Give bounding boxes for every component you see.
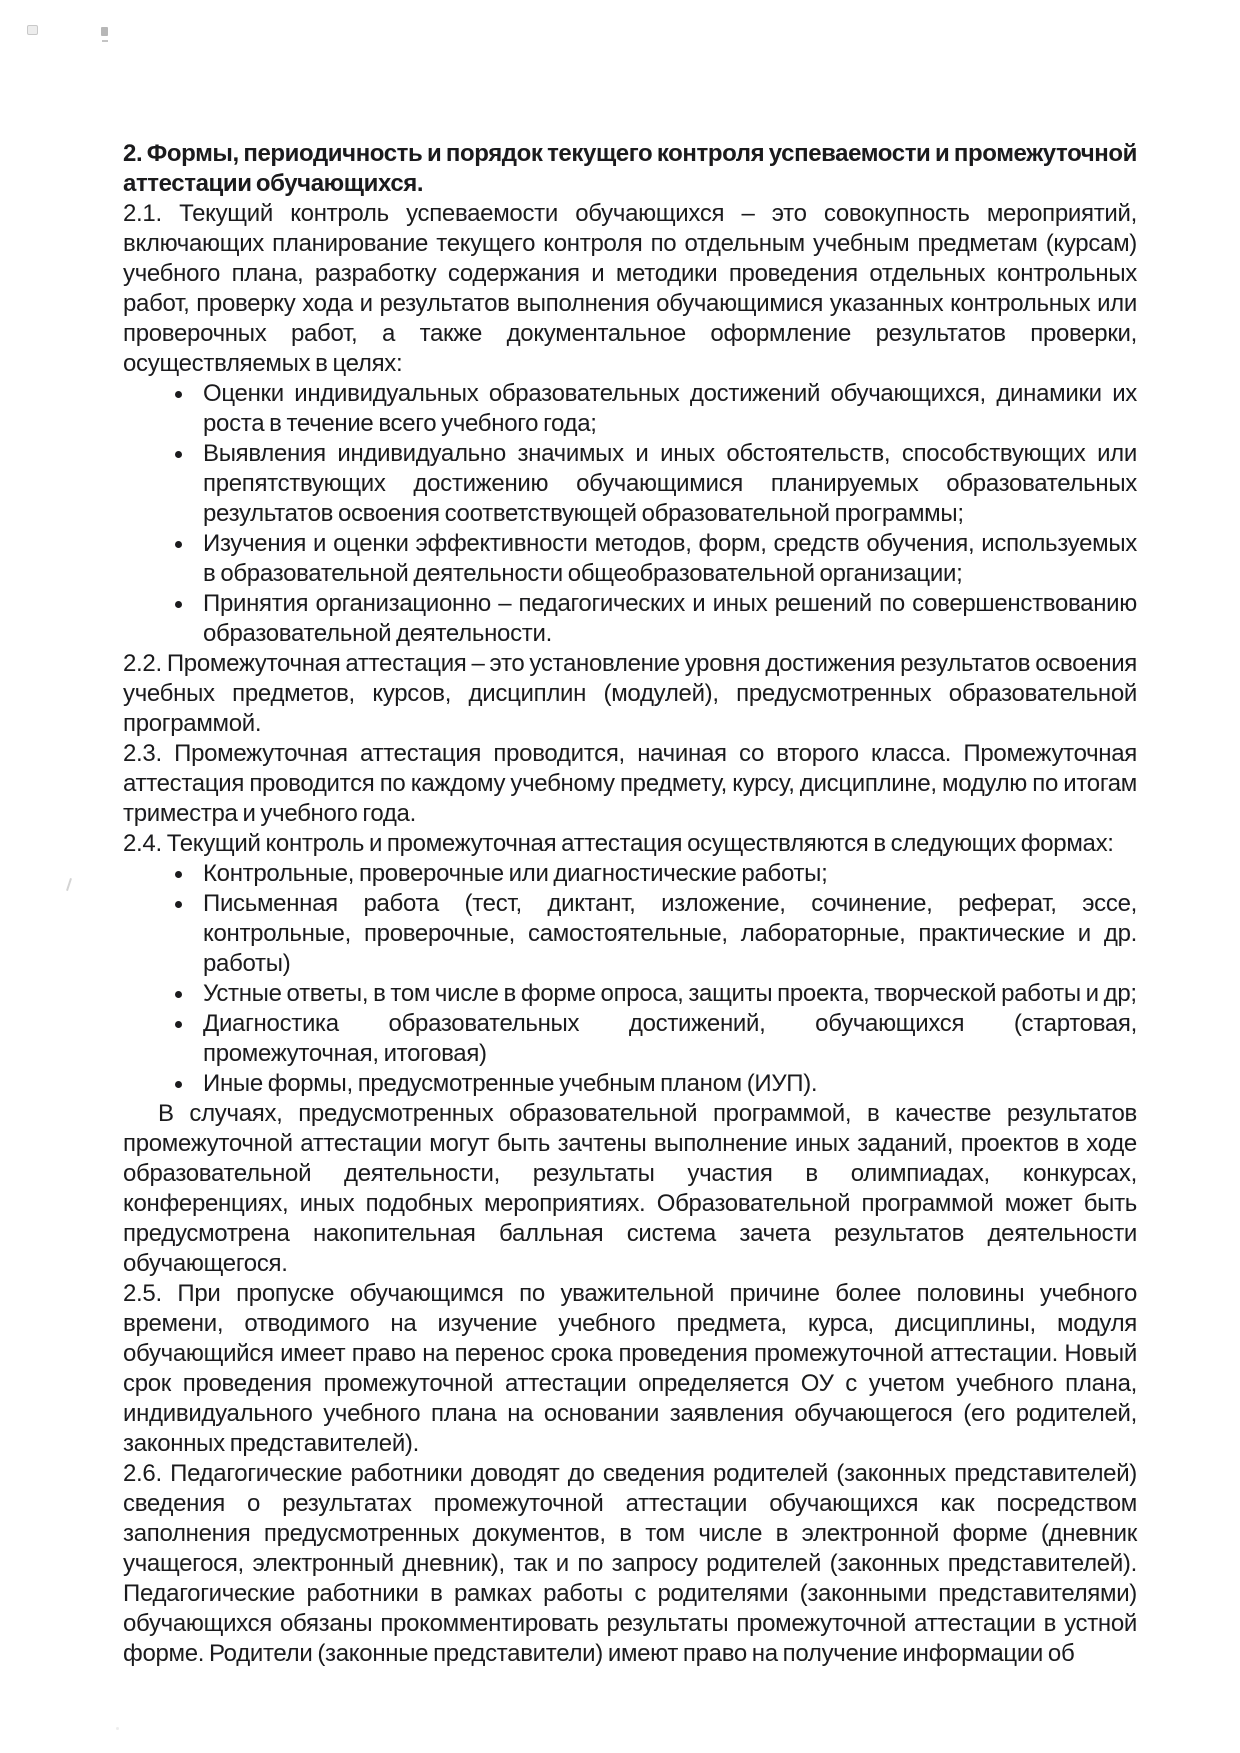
paragraph-2-5: 2.5. При пропуске обучающимся по уважительной причине более половины учебного времени, отводимого на изучение учебного предмета, курса, дисциплины, модуля обучающийся имеет право на перенос срока проведения промежуточной аттестации. Новый срок проведения промежуточной аттестации определяется ОУ с учетом учебного плана, индивидуального учебного плана на основании заявления обучающегося (его родителей, законных представителей). <box>123 1280 1137 1457</box>
goal-item-2: Выявления индивидуально значимых и иных обстоятельств, способствующих или препятствующих достижению обучающимися планируемых образовательных результатов освоения соответствующей образовательной программы; <box>123 439 1137 529</box>
form-item-1: Контрольные, проверочные или диагностические работы; <box>123 859 1137 889</box>
form-item-3: Устные ответы, в том числе в форме опроса, защиты проекта, творческой работы и др; <box>123 979 1137 1009</box>
scan-artifact-pencil-dot <box>102 40 108 42</box>
goal-item-3: Изучения и оценки эффективности методов, форм, средств обучения, используемых в образовательной деятельности общеобразовательной организации; <box>123 529 1137 589</box>
document-text-block <box>123 139 1137 1669</box>
scan-artifact-left-margin <box>66 878 72 891</box>
goal-item-4: Принятия организационно – педагогических и иных решений по совершенствованию образовательной деятельности. <box>123 589 1137 649</box>
form-item-4: Диагностика образовательных достижений, обучающихся (стартовая, промежуточная, итоговая) <box>123 1009 1137 1069</box>
scan-artifact-top-left <box>27 25 38 35</box>
form-item-5: Иные формы, предусмотренные учебным планом (ИУП). <box>123 1069 1137 1099</box>
paragraph-2-2: 2.2. Промежуточная аттестация – это установление уровня достижения результатов освоения учебных предметов, курсов, дисциплин (модулей), предусмотренных образовательной программой. <box>123 650 1137 737</box>
goal-item-1: Оценки индивидуальных образовательных достижений обучающихся, динамики их роста в течение всего учебного года; <box>123 379 1137 439</box>
paragraph-2-1: 2.1. Текущий контроль успеваемости обучающихся – это совокупность мероприятий, включающих планирование текущего контроля по отдельным учебным предметам (курсам) учебного плана, разработку содержания и методики проведения отдельных контрольных работ, проверку хода и результатов выполнения обучающимися указанных контрольных или проверочных работ, а также документальное оформление результатов проверки, осуществляемых в целях: <box>123 200 1137 377</box>
paragraph-2-4: 2.4. Текущий контроль и промежуточная аттестация осуществляются в следующих формах: <box>123 830 1114 857</box>
goals-bullet-list <box>123 379 1137 649</box>
section-2-heading: 2. Формы, периодичность и порядок текущего контроля успеваемости и промежуточной аттестации обучающихся. <box>123 140 1137 197</box>
paragraph-2-6: 2.6. Педагогические работники доводят до сведения родителей (законных представителей) сведения о результатах промежуточной аттестации обучающихся как посредством заполнения предусмотренных документов, в том числе в электронной форме (дневник учащегося, электронный дневник), так и по запросу родителей (законных представителей). Педагогические работники в рамках работы с родителями (законными представителями) обучающихся обязаны прокомментировать результаты промежуточной аттестации в устной форме. Родители (законные представители) имеют право на получение информации об <box>123 1460 1137 1667</box>
scan-artifact-pencil-mark <box>101 27 108 36</box>
form-item-2: Письменная работа (тест, диктант, изложение, сочинение, реферат, эссе, контрольные, проверочные, самостоятельные, лабораторные, практические и др. работы) <box>123 889 1137 979</box>
paragraph-special-cases: В случаях, предусмотренных образовательной программой, в качестве результатов промежуточной аттестации могут быть зачтены выполнение иных заданий, проектов в ходе образовательной деятельности, результаты участия в олимпиадах, конкурсах, конференциях, иных подобных мероприятиях. Образовательной программой может быть предусмотрена накопительная балльная система зачета результатов деятельности обучающегося. <box>123 1100 1137 1277</box>
scan-artifact-bottom <box>116 1727 119 1730</box>
forms-bullet-list <box>123 859 1137 1099</box>
paragraph-2-3: 2.3. Промежуточная аттестация проводится, начиная со второго класса. Промежуточная аттестация проводится по каждому учебному предмету, курсу, дисциплине, модулю по итогам триместра и учебного года. <box>123 740 1137 827</box>
